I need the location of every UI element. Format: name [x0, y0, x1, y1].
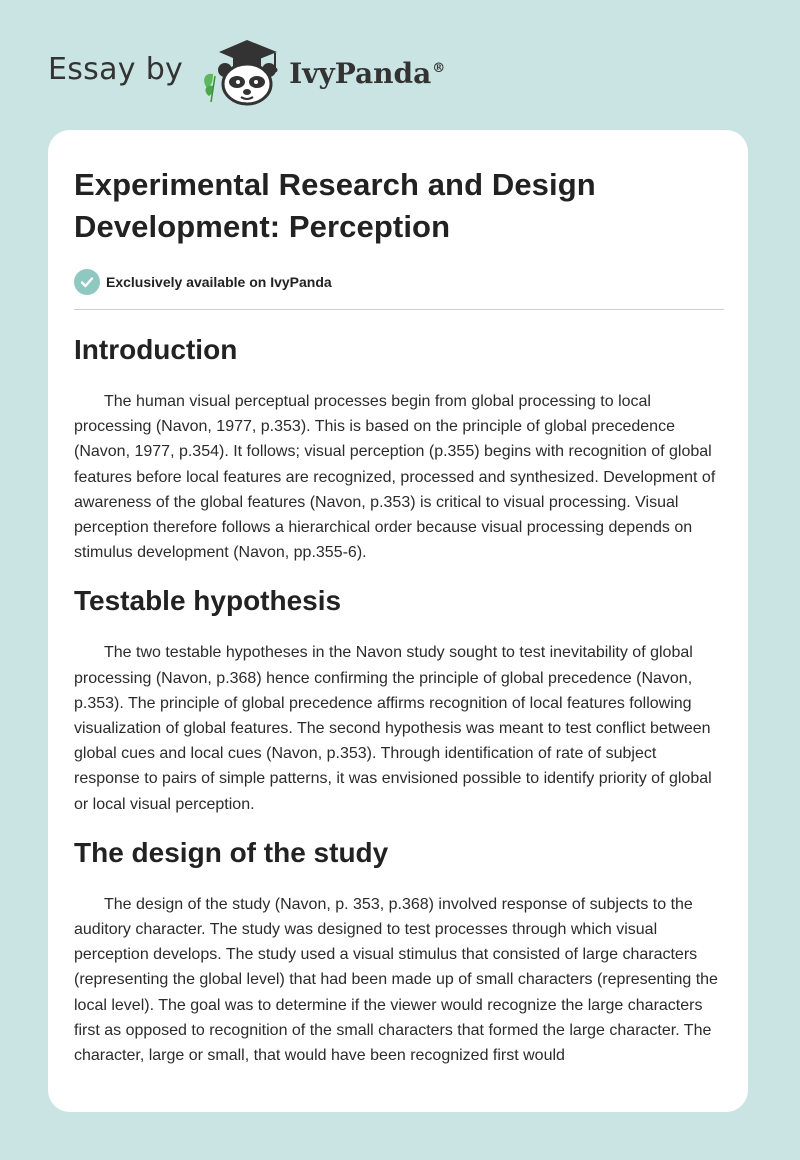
panda-graduate-icon	[197, 36, 285, 108]
section-testable-hypothesis	[74, 583, 724, 816]
check-circle-icon	[74, 269, 100, 295]
section-paragraph: The human visual perceptual processes begin from global processing to local processing (Navon, 1977, p.353). This is based on the principle of global precedence (Navon, 1977, p.354). It follows; visual perception (p.355) begins with recognition of global features before local features are recognized, processed and synthesized. Development of awareness of the global features (Navon, p.353) is critical to visual processing. Visual perception therefore follows a hierarchical order because visual processing depends on stimulus development (Navon, pp.355-6).	[74, 393, 716, 562]
section-paragraph: The design of the study (Navon, p. 353, p.368) involved response of subjects to the auditory character. The study was designed to test processes through which visual perception develops. The study used a visual stimulus that consisted of large characters (representing the global level) that had been made up of small characters (representing the local level). The goal was to determine if the viewer would recognize the large characters first as opposed to recognition of the small characters that formed the large character. The character, large or small, that would have been recognized first would	[74, 895, 718, 1065]
article-card	[48, 130, 748, 1112]
brand-prefix: Essay by	[48, 51, 184, 87]
article-content	[74, 130, 724, 1068]
exclusive-badge	[74, 268, 724, 296]
brand-name: IvyPanda®	[289, 56, 446, 90]
article-title: Experimental Research and Design Development: Perception	[74, 167, 596, 244]
divider	[74, 309, 724, 310]
section-paragraph: The two testable hypotheses in the Navon study sought to test inevitability of global processing (Navon, p.368) hence confirming the principle of global precedence (Navon, p.353). The principle of global precedence affirms recognition of local features following visualization of global features. The second hypothesis was meant to test conflict between global cues and local cues (Navon, p.353). Through identification of rate of subject response to pairs of simple patterns, it was envisioned possible to identify priority of global or local visual perception.	[74, 644, 712, 813]
exclusive-label: Exclusively available on IvyPanda	[106, 274, 332, 290]
section-heading: The design of the study	[74, 836, 389, 868]
brand-header[interactable]	[48, 36, 445, 108]
section-design-of-study	[74, 835, 724, 1068]
section-heading: Introduction	[74, 334, 238, 365]
section-introduction	[74, 332, 724, 565]
section-heading: Testable hypothesis	[74, 585, 342, 617]
